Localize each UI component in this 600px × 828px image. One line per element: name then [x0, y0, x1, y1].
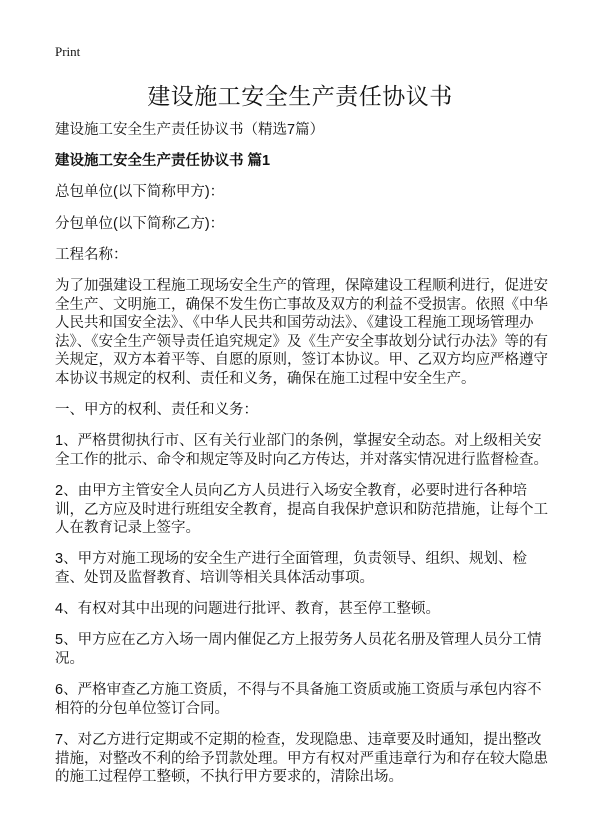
document-subtitle: 建设施工安全生产责任协议书（精选7篇） — [55, 122, 325, 138]
clause-5: 5、甲方应在乙方入场一周内催促乙方上报劳务人员花名册及管理人员分工情况。 — [55, 632, 542, 667]
section-heading: 建设施工安全生产责任协议书 篇1 — [55, 153, 271, 170]
clause-6: 6、严格审查乙方施工资质，不得与不具备施工资质或施工资质与承包内容不相符的分包单位签订合同。 — [55, 682, 542, 717]
clause-7: 7、对乙方进行定期或不定期的检查，发现隐患、违章要及时通知，提出整改措施，对整改不利的给予罚款处理。甲方有权对严重违章行为和存在较大隐患的施工过程停工整顿，不执行甲方要求的，清除出场。 — [55, 731, 548, 786]
clause-1: 1、严格贯彻执行市、区有关行业部门的条例，掌握安全动态。对上级相关安全工作的批示、命令和规定等及时向乙方传达，并对落实情况进行监督检查。 — [55, 433, 548, 468]
clause-2: 2、由甲方主管安全人员向乙方人员进行入场安全教育，必要时进行各种培训，乙方应及时进行班组安全教育，提高自我保护意识和防范措施，让每个工人在教育记录上签字。 — [55, 483, 548, 537]
clause-3: 3、甲方对施工现场的安全生产进行全面管理，负责领导、组织、规划、检查、处罚及监督教育、培训等相关具体活动事项。 — [55, 551, 528, 587]
clause-4: 4、有权对其中出现的问题进行批评、教育，甚至停工整顿。 — [55, 601, 441, 618]
document-title: 建设施工安全生产责任协议书 — [147, 83, 453, 109]
preamble-paragraph: 为了加强建设工程施工现场安全生产的管理，保障建设工程顺利进行，促进安全生产、文明施工，确保不发生伤亡事故及双方的利益不受损害。依照《中华人民共和国安全法》、《中华人民共和国劳动法》、《建设工程施工现场管理办法》、《安全生产领导责任追究规定》及《生产安全事故划分试行办法》等的有关规定，双方本着平等、自愿的原则，签订本协议。甲、乙双方均应严格遵守本协议书规定的权利、责任和义务，确保在施工过程中安全生产。 — [55, 277, 548, 387]
print-link[interactable]: Print — [55, 44, 81, 59]
project-name-line: 工程名称： — [55, 246, 128, 263]
section-one-heading: 一、甲方的权利、责任和义务： — [55, 402, 258, 419]
document-body — [55, 121, 551, 799]
general-contractor-line: 总包单位(以下简称甲方)： — [55, 184, 225, 201]
subcontractor-line: 分包单位(以下简称乙方)： — [55, 215, 225, 232]
